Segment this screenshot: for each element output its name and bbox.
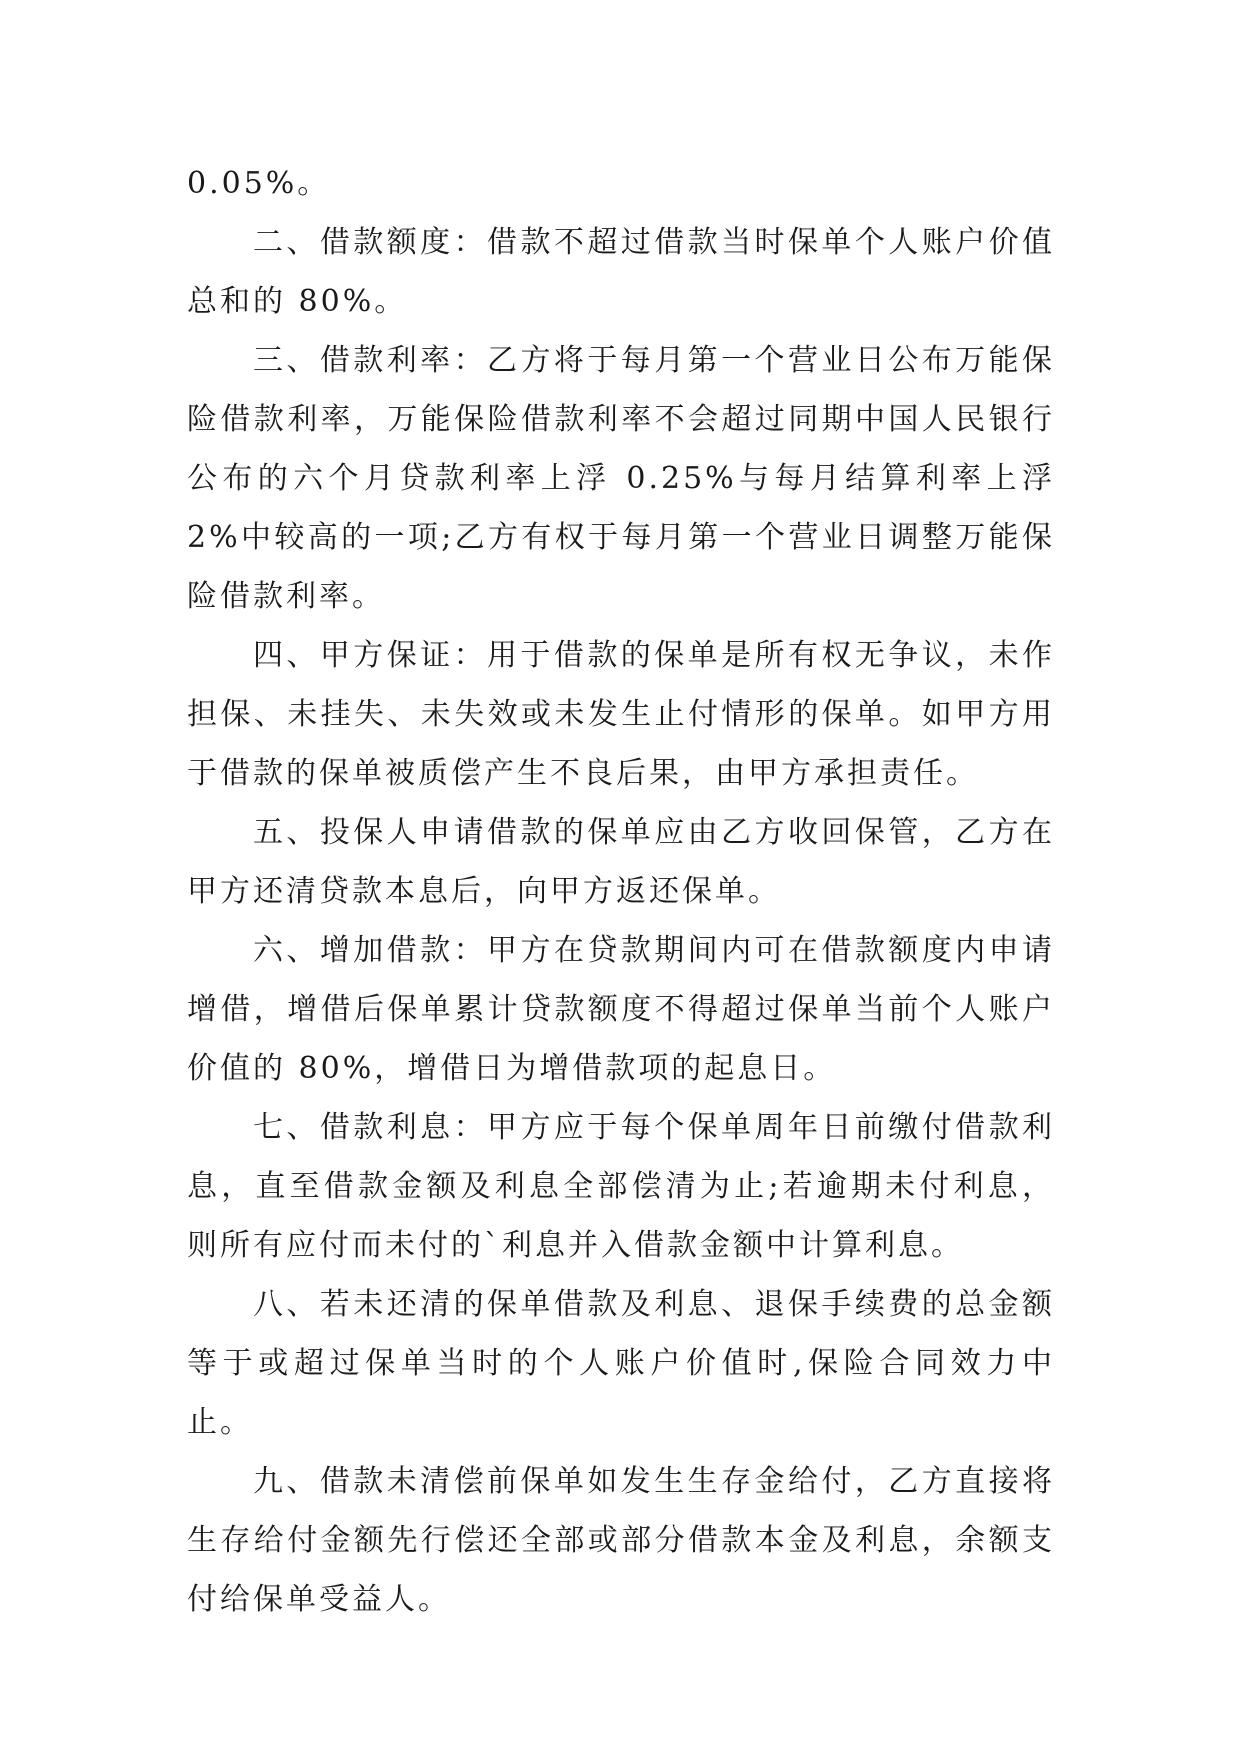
- continued-text: 0.05%。: [187, 166, 331, 201]
- clause-5-policy-custody: 五、投保人申请借款的保单应由乙方收回保管，乙方在甲方还清贷款本息后，向甲方返还保单。: [187, 815, 1055, 909]
- clause-4-guarantee: 四、甲方保证：用于借款的保单是所有权无争议，未作担保、未挂失、未失效或未发生止付情形的保单。如甲方用于借款的保单被质偿产生不良后果，由甲方承担责任。: [187, 638, 1055, 791]
- clause-3-loan-rate: 三、借款利率：乙方将于每月第一个营业日公布万能保险借款利率，万能保险借款利率不会超过同期中国人民银行公布的六个月贷款利率上浮 0.25%与每月结算利率上浮 2%中较高的一项;乙方有权于每月第一个营业日调整万能保险借款利率。: [187, 343, 1055, 614]
- clause-6-additional-loan: 六、增加借款：甲方在贷款期间内可在借款额度内申请增借，增借后保单累计贷款额度不得超过保单当前个人账户价值的 80%，增借日为增借款项的起息日。: [187, 933, 1055, 1086]
- clause-8-suspension: 八、若未还清的保单借款及利息、退保手续费的总金额等于或超过保单当时的个人账户价值时,保险合同效力中止。: [187, 1287, 1055, 1440]
- clause-2-loan-limit: 二、借款额度：借款不超过借款当时保单个人账户价值总和的 80%。: [187, 225, 1055, 319]
- clause-9-survival-benefit: 九、借款未清偿前保单如发生生存金给付，乙方直接将生存给付金额先行偿还全部或部分借款本金及利息，余额支付给保单受益人。: [187, 1464, 1055, 1617]
- clause-7-loan-interest: 七、借款利息：甲方应于每个保单周年日前缴付借款利息，直至借款金额及利息全部偿清为止;若逾期未付利息，则所有应付而未付的`利息并入借款金额中计算利息。: [187, 1110, 1055, 1263]
- document-body: [187, 154, 1055, 1629]
